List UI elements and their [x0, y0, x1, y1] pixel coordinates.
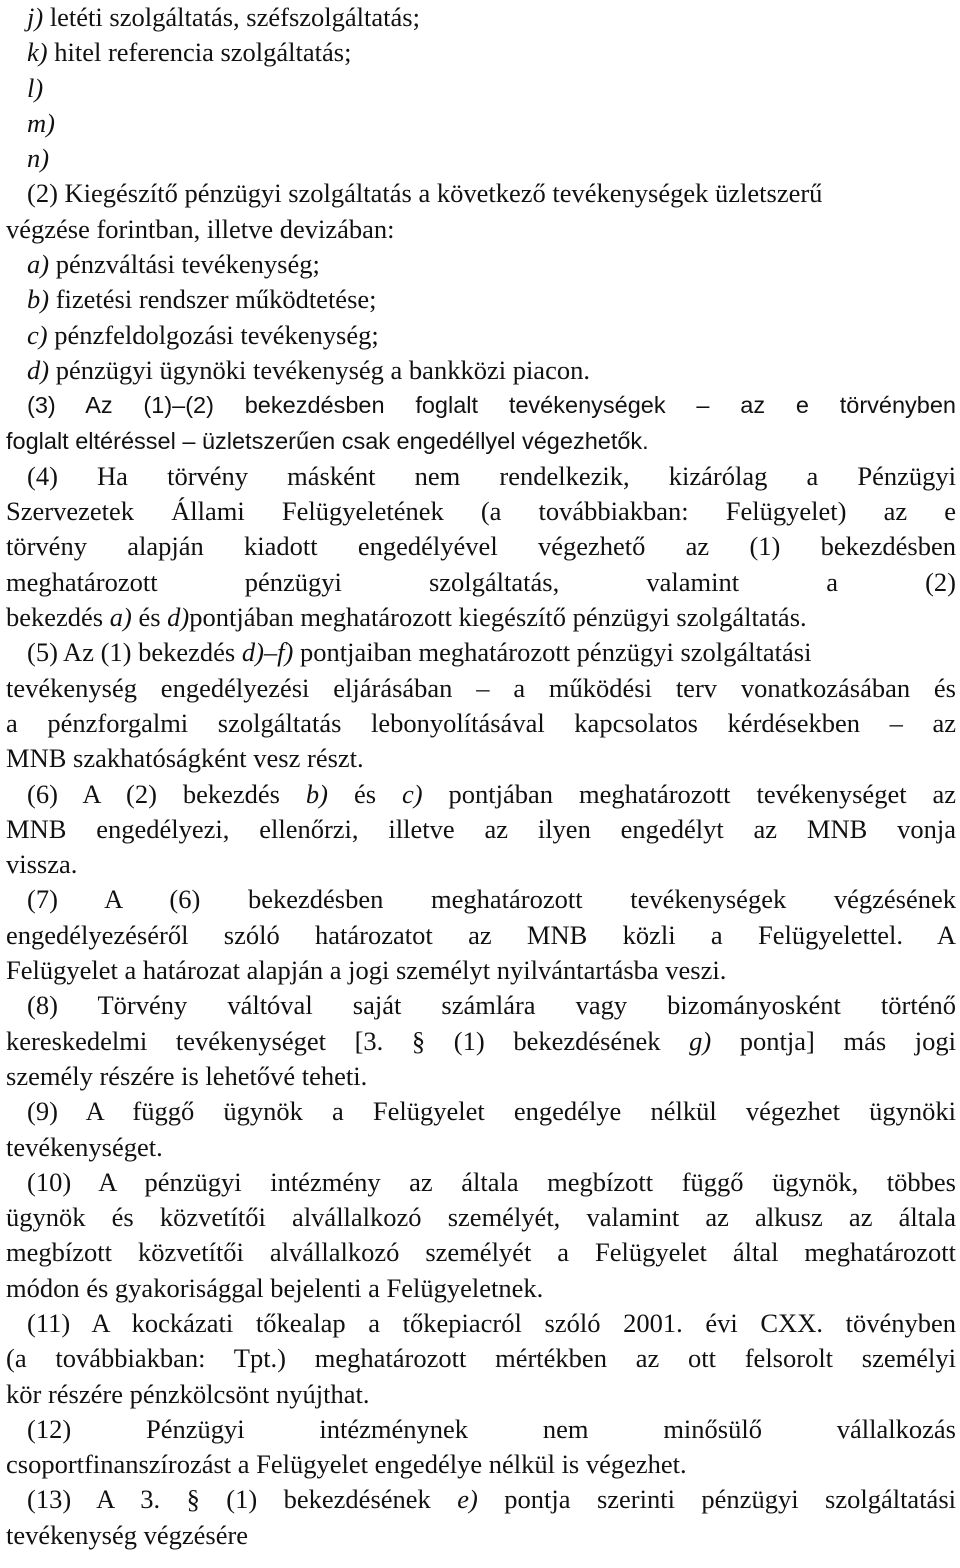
paragraph-11-line-1: (11) A kockázati tőkealap a tőkepiacról szóló 2001. évi CXX. tövényben: [27, 1307, 956, 1338]
list-label: a): [27, 249, 50, 280]
paragraph-4-line-4: meghatározott pénzügyi szolgáltatás, valamint a (2): [6, 566, 956, 597]
text-run: pontjában meghatározott tevékenységet az: [448, 778, 957, 809]
paragraph-12-line-1: (12) Pénzügyi intézménynek nem minősülő vállalkozás: [27, 1413, 956, 1444]
list-item-a: [6, 247, 956, 282]
paragraph-2-line-1: (2) Kiegészítő pénzügyi szolgáltatás a következő tevékenységek üzletszerű: [27, 178, 823, 209]
paragraph-5-line-4: MNB szakhatóságként vesz részt.: [6, 743, 364, 774]
text-run: (5) Az (1) bekezdés: [27, 637, 236, 668]
list-label: b): [27, 284, 50, 315]
list-label: d): [27, 354, 50, 385]
paragraph-3-line-2: foglalt eltéréssel – üzletszerűen csak engedéllyel végezhetők.: [6, 427, 649, 454]
list-item-k: [6, 35, 956, 70]
document-page: [6, 0, 956, 1553]
paragraph-4-line-3: törvény alapján kiadott engedélyével végezhető az (1) bekezdésben: [6, 531, 956, 562]
paragraph-8-line-3: személy részére is lehetővé teheti.: [6, 1060, 368, 1091]
paragraph-5-line-3: a pénzforgalmi szolgáltatás lebonyolításával kapcsolatos kérdésekben – az: [6, 707, 956, 738]
paragraph-12-line-2: csoportfinanszírozást a Felügyelet engedélye nélkül is végezhet.: [6, 1449, 687, 1480]
list-text: pénzváltási tevékenység;: [55, 249, 320, 280]
list-text: letéti szolgáltatás, széfszolgáltatás;: [49, 2, 420, 32]
paragraph-10-line-2: ügynök és közvetítői alvállalkozó személyét, valamint az alkusz az általa: [6, 1202, 956, 1233]
paragraph-2-line-2: végzése forintban, illetve devizában:: [6, 213, 395, 244]
list-label: k): [27, 37, 48, 68]
paragraph-4-line-5: [6, 600, 956, 635]
list-item-c: [6, 318, 956, 353]
list-label: l): [27, 72, 44, 103]
text-run: és: [138, 602, 161, 633]
paragraph-13-line-1: [6, 1482, 956, 1517]
paragraph-7-line-1: (7) A (6) bekezdésben meghatározott tevékenységek végzésének: [27, 884, 956, 915]
point-ref: d)–f): [241, 637, 294, 668]
list-item-m: [6, 106, 956, 141]
list-text: pénzfeldolgozási tevékenység;: [54, 319, 379, 350]
paragraph-9-line-1: (9) A függő ügynök a Felügyelet engedélye nélkül végezhet ügynöki: [27, 1096, 956, 1127]
list-text: fizetési rendszer működtetése;: [55, 284, 377, 315]
list-item-l: [6, 71, 956, 106]
text-run: pontja] más jogi: [739, 1025, 956, 1056]
text-run: kereskedelmi tevékenységet [3. § (1) bekezdésének: [6, 1025, 661, 1056]
paragraph-13-line-2: tevékenység végzésére: [6, 1519, 249, 1550]
point-ref: c): [401, 778, 423, 809]
point-ref: b): [305, 778, 328, 809]
paragraph-8-line-2: [6, 1024, 956, 1059]
list-label: m): [27, 107, 55, 138]
paragraph-6-line-3: vissza.: [6, 849, 78, 880]
list-label: n): [27, 143, 50, 174]
paragraph-3-line-1: (3) Az (1)–(2) bekezdésben foglalt tevékenységek – az e törvényben: [27, 392, 956, 419]
paragraph-5-line-1: [6, 635, 956, 670]
point-ref: d): [167, 602, 190, 633]
list-item-d: [6, 353, 956, 388]
paragraph-6-line-2: MNB engedélyezi, ellenőrzi, illetve az ilyen engedélyt az MNB vonja: [6, 813, 956, 844]
paragraph-4-line-1: (4) Ha törvény másként nem rendelkezik, kizárólag a Pénzügyi: [27, 460, 956, 491]
paragraph-10-line-4: módon és gyakorisággal bejelenti a Felügyeletnek.: [6, 1272, 544, 1303]
point-ref: e): [457, 1484, 478, 1515]
paragraph-5-line-2: tevékenység engedélyezési eljárásában – a működési terv vonatkozásában és: [6, 672, 956, 703]
text-run: pontjában meghatározott kiegészítő pénzügyi szolgáltatás.: [189, 602, 807, 633]
list-label: j): [27, 2, 44, 32]
paragraph-6-line-1: [6, 777, 956, 812]
paragraph-11-line-3: kör részére pénzkölcsönt nyújthat.: [6, 1378, 370, 1409]
text-run: bekezdés: [6, 602, 104, 633]
point-ref: a): [109, 602, 132, 633]
paragraph-8-line-1: (8) Törvény váltóval saját számlára vagy bizományosként történő: [27, 990, 956, 1021]
paragraph-11-line-2: (a továbbiakban: Tpt.) meghatározott mértékben az ott felsorolt személyi: [6, 1343, 956, 1374]
paragraph-7-line-2: engedélyezéséről szóló határozatot az MNB közli a Felügyelettel. A: [6, 919, 956, 950]
list-item-b: [6, 282, 956, 317]
text-run: (13) A 3. § (1) bekezdésének: [27, 1484, 431, 1515]
text-run: és: [353, 778, 377, 809]
text-run: (6) A (2) bekezdés: [27, 778, 280, 809]
text-run: pontja szerinti pénzügyi szolgáltatási: [504, 1484, 956, 1515]
paragraph-4-line-2: Szervezetek Állami Felügyeletének (a továbbiakban: Felügyelet) az e: [6, 496, 956, 527]
list-text: hitel referencia szolgáltatás;: [54, 37, 352, 68]
text-run: pontjaiban meghatározott pénzügyi szolgáltatási: [300, 637, 812, 668]
list-label: c): [27, 319, 48, 350]
list-text: pénzügyi ügynöki tevékenység a bankközi piacon.: [55, 354, 590, 385]
paragraph-9-line-2: tevékenységet.: [6, 1131, 163, 1162]
paragraph-10-line-1: (10) A pénzügyi intézmény az általa megbízott függő ügynök, többes: [27, 1166, 956, 1197]
point-ref: g): [689, 1025, 712, 1056]
list-item-j: [6, 0, 956, 35]
list-item-n: [6, 141, 956, 176]
paragraph-7-line-3: Felügyelet a határozat alapján a jogi személyt nyilvántartásba veszi.: [6, 955, 727, 986]
paragraph-10-line-3: megbízott közvetítői alvállalkozó személyét a Felügyelet által meghatározott: [6, 1237, 956, 1268]
